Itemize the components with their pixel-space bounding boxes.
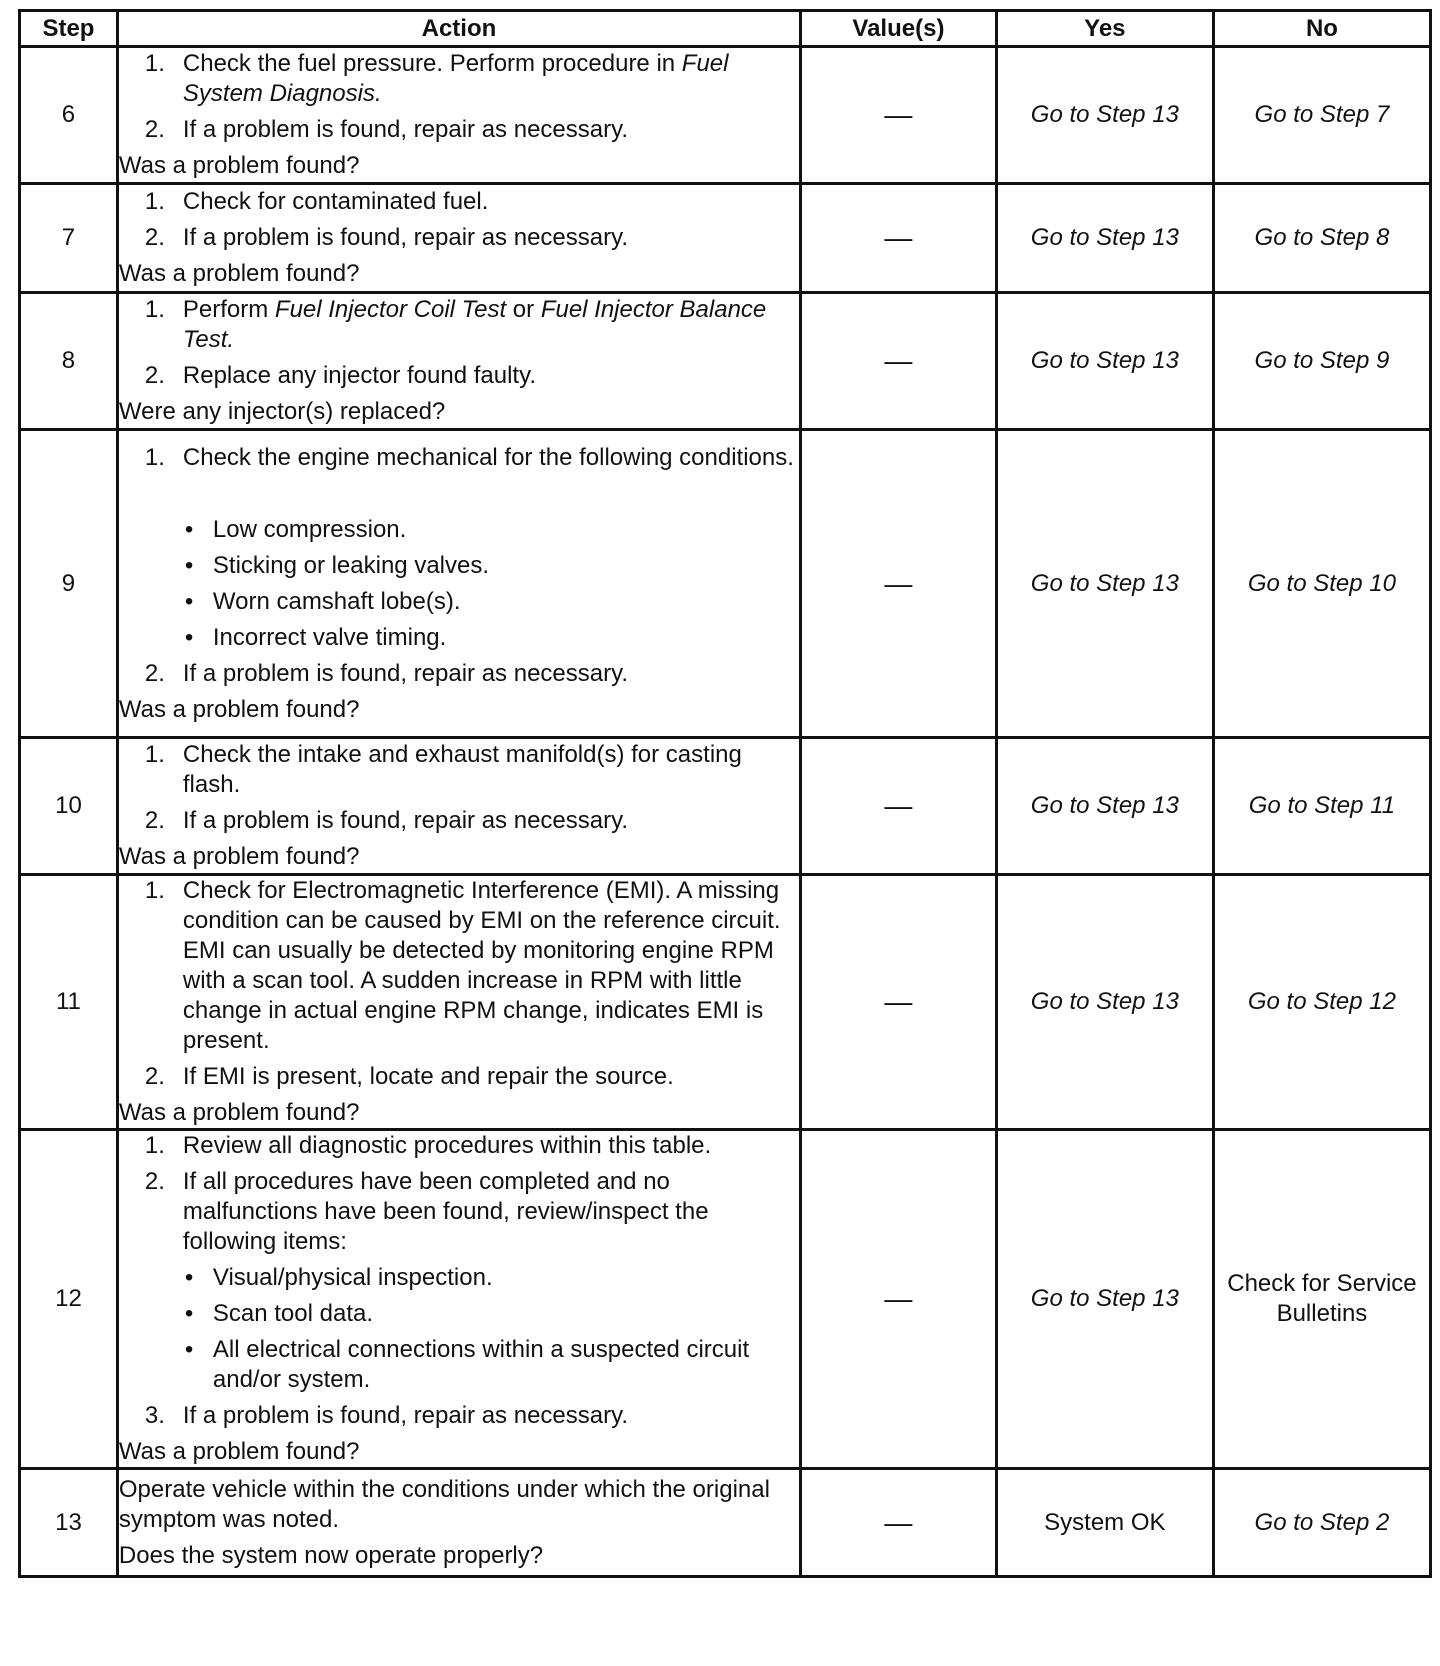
item-number: 1. (144, 741, 165, 768)
header-yes: Yes (996, 11, 1213, 47)
item-number: 1. (144, 50, 165, 77)
action-question: Was a problem found? (118, 1438, 360, 1465)
item-number: 2. (144, 1063, 165, 1090)
item-number: 1. (144, 188, 165, 215)
action-item (119, 223, 799, 253)
bullet-text: Low compression. (212, 515, 407, 543)
yes-cell (996, 430, 1213, 738)
action-question: Does the system now operate properly? (118, 1541, 544, 1569)
table-row-step-12 (20, 1130, 1431, 1469)
action-reference: Fuel Injector Balance Test. (182, 296, 767, 353)
action-text: If all procedures have been completed and no malfunctions have been found, review/inspect the following items: (182, 1168, 709, 1255)
action-reference: Fuel Injector Coil Test (274, 296, 507, 323)
action-item (119, 187, 799, 217)
no-link[interactable]: Go to Step 12 (1247, 988, 1396, 1015)
spacer (119, 479, 799, 509)
no-text: Check for Service Bulletins (1227, 1270, 1417, 1327)
item-number: 2. (144, 807, 165, 834)
action-item (119, 876, 799, 1056)
table-row-step-7 (20, 184, 1431, 293)
value-cell: — (801, 738, 997, 875)
header-row (20, 11, 1431, 47)
value-cell: — (801, 293, 997, 430)
action-item (119, 361, 799, 391)
header-step: Step (20, 11, 118, 47)
action-cell (117, 47, 800, 184)
action-text: If a problem is found, repair as necessary. (182, 659, 628, 687)
item-number: 2. (144, 116, 165, 143)
no-cell (1213, 184, 1430, 293)
bullet-item (119, 1263, 799, 1293)
bullet-icon: • (184, 551, 194, 579)
bullet-icon: • (184, 623, 194, 651)
step-number: 6 (20, 47, 118, 184)
value-cell: — (801, 430, 997, 738)
action-text: If a problem is found, repair as necessary. (182, 807, 628, 834)
action-item (119, 806, 799, 836)
yes-cell (996, 47, 1213, 184)
yes-link[interactable]: Go to Step 13 (1030, 224, 1179, 251)
bullet-icon: • (184, 1264, 194, 1291)
yes-cell (996, 1130, 1213, 1469)
action-text: Perform (182, 296, 275, 323)
step-number: 10 (20, 738, 118, 875)
no-link[interactable]: Go to Step 8 (1254, 224, 1390, 251)
action-text: Review all diagnostic procedures within this table. (182, 1132, 712, 1159)
bullet-text: Worn camshaft lobe(s). (212, 587, 461, 615)
item-number: 2. (144, 1168, 165, 1195)
yes-cell (996, 738, 1213, 875)
bullet-item (119, 587, 799, 617)
no-cell (1213, 430, 1430, 738)
yes-link[interactable]: Go to Step 13 (1030, 101, 1179, 128)
no-link[interactable]: Go to Step 11 (1248, 792, 1396, 819)
step-number: 12 (20, 1130, 118, 1469)
table-row-step-6 (20, 47, 1431, 184)
bullet-text: Sticking or leaking valves. (212, 551, 490, 579)
action-question: Were any injector(s) replaced? (118, 398, 446, 425)
bullet-item (119, 515, 799, 545)
table-row-step-13 (20, 1469, 1431, 1577)
action-question: Was a problem found? (118, 152, 360, 179)
header-action: Action (117, 11, 800, 47)
item-number: 2. (144, 362, 165, 389)
yes-link[interactable]: Go to Step 13 (1030, 1285, 1179, 1312)
yes-cell (996, 293, 1213, 430)
action-text: If EMI is present, locate and repair the source. (182, 1063, 674, 1090)
action-cell (117, 875, 800, 1130)
action-question: Was a problem found? (118, 843, 360, 870)
step-number: 9 (20, 430, 118, 738)
bullet-item (119, 551, 799, 581)
action-text: Check the engine mechanical for the following conditions. (182, 443, 794, 471)
action-text: Check the fuel pressure. Perform procedure in (182, 50, 682, 77)
value-cell: — (801, 875, 997, 1130)
step-number: 7 (20, 184, 118, 293)
action-reference: Fuel System Diagnosis. (182, 50, 729, 107)
yes-link[interactable]: Go to Step 13 (1030, 347, 1179, 374)
no-cell (1213, 875, 1430, 1130)
value-cell: — (801, 1130, 997, 1469)
action-item (119, 1062, 799, 1092)
action-item (119, 740, 799, 800)
item-number: 1. (144, 296, 165, 323)
action-text: If a problem is found, repair as necessary. (182, 1402, 628, 1429)
bullet-icon: • (184, 1336, 194, 1363)
yes-cell (996, 875, 1213, 1130)
item-number: 1. (144, 877, 165, 904)
action-cell (117, 184, 800, 293)
table-row-step-9 (20, 430, 1431, 738)
item-number: 3. (144, 1402, 165, 1429)
action-text: Check the intake and exhaust manifold(s) for casting flash. (182, 741, 742, 798)
item-number: 1. (144, 443, 165, 471)
header-values: Value(s) (801, 11, 997, 47)
action-cell (117, 430, 800, 738)
step-number: 11 (20, 875, 118, 1130)
action-item (119, 1167, 799, 1257)
yes-link[interactable]: Go to Step 13 (1030, 988, 1179, 1015)
yes-link[interactable]: Go to Step 13 (1030, 792, 1179, 819)
no-link[interactable]: Go to Step 9 (1254, 347, 1390, 374)
action-item (119, 49, 799, 109)
action-item (119, 295, 799, 355)
yes-text: System OK (1044, 1508, 1166, 1536)
action-text: Check for contaminated fuel. (182, 188, 489, 215)
bullet-icon: • (184, 587, 194, 615)
action-cell (117, 1469, 800, 1577)
no-cell (1213, 1130, 1430, 1469)
table-row-step-11 (20, 875, 1431, 1130)
action-text: If a problem is found, repair as necessary. (182, 116, 628, 143)
action-cell (117, 1130, 800, 1469)
no-cell (1213, 293, 1430, 430)
value-cell: — (801, 184, 997, 293)
table-row-step-10 (20, 738, 1431, 875)
bullet-text: Incorrect valve timing. (212, 623, 447, 651)
action-item (119, 443, 799, 473)
no-link[interactable]: Go to Step 7 (1254, 101, 1390, 128)
action-text: Check for Electromagnetic Interference (EMI). A missing condition can be caused by EMI on the reference circuit. EMI can usually be detected by monitoring engine RPM with a scan tool. A sudden increase in RPM with little change in actual engine RPM change, indicates EMI is present. (182, 877, 781, 1054)
bullet-item (119, 1335, 799, 1395)
action-item (119, 1401, 799, 1431)
action-item (119, 115, 799, 145)
action-text: Replace any injector found faulty. (182, 362, 536, 389)
no-link[interactable]: Go to Step 10 (1247, 569, 1396, 597)
yes-link[interactable]: Go to Step 13 (1030, 569, 1179, 597)
action-text: If a problem is found, repair as necessary. (182, 224, 628, 251)
action-cell (117, 738, 800, 875)
yes-cell (996, 184, 1213, 293)
no-cell (1213, 47, 1430, 184)
bullet-item (119, 1299, 799, 1329)
step-number: 8 (20, 293, 118, 430)
action-question: Was a problem found? (118, 695, 360, 723)
bullet-icon: • (184, 515, 194, 543)
bullet-text: All electrical connections within a suspected circuit and/or system. (212, 1336, 750, 1393)
yes-cell (996, 1469, 1213, 1577)
action-text: Operate vehicle within the conditions under which the original symptom was noted. (118, 1475, 770, 1533)
step-number: 13 (20, 1469, 118, 1577)
bullet-icon: • (184, 1300, 194, 1327)
bullet-text: Visual/physical inspection. (212, 1264, 493, 1291)
header-no: No (1213, 11, 1430, 47)
no-cell (1213, 1469, 1430, 1577)
action-item (119, 1131, 799, 1161)
action-cell (117, 293, 800, 430)
item-number: 2. (144, 659, 165, 687)
value-cell: — (801, 1469, 997, 1577)
action-text: or (506, 296, 541, 323)
value-cell: — (801, 47, 997, 184)
bullet-item (119, 623, 799, 653)
action-question: Was a problem found? (118, 1099, 360, 1126)
no-cell (1213, 738, 1430, 875)
bullet-text: Scan tool data. (212, 1300, 374, 1327)
table-row-step-8 (20, 293, 1431, 430)
diagnostic-table (18, 9, 1432, 1578)
no-link[interactable]: Go to Step 2 (1254, 1508, 1390, 1536)
action-question: Was a problem found? (118, 260, 360, 287)
item-number: 1. (144, 1132, 165, 1159)
item-number: 2. (144, 224, 165, 251)
action-item (119, 659, 799, 689)
